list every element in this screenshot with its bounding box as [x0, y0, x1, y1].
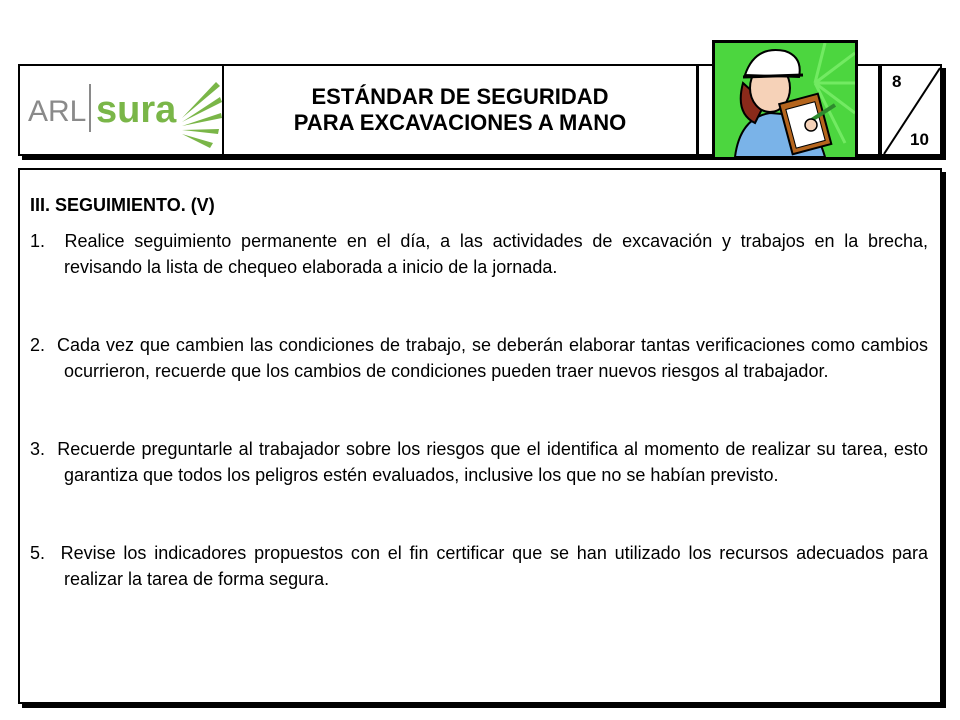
list-item-3	[30, 436, 928, 488]
logo-rays-icon	[182, 82, 222, 148]
arl-sura-logo	[20, 66, 224, 154]
item-number: 1.	[30, 231, 46, 251]
worker-with-clipboard-icon	[712, 40, 858, 160]
item-text: Realice seguimiento permanente en el día, a las actividades de excavación y trabajos en la brecha, revisando la lista de chequeo elaborada a inicio de la jornada.	[64, 231, 928, 277]
logo-sura-text: sura	[96, 89, 177, 131]
logo-panel	[18, 64, 226, 156]
page-current: 8	[892, 72, 902, 91]
page-total: 10	[910, 130, 929, 149]
item-number: 3.	[30, 439, 46, 459]
item-text: Cada vez que cambien las condiciones de trabajo, se deberán elaborar tantas verificaciones como cambios ocurrieron, recuerde que los cambios de condiciones pueden traer nuevos riesgos al trabajador.	[56, 335, 928, 381]
item-number: 2.	[30, 335, 46, 355]
logo-arl-text: ARL	[28, 95, 87, 128]
content-panel	[18, 168, 942, 704]
title-line-1: ESTÁNDAR DE SEGURIDAD	[311, 84, 609, 109]
title-line-2: PARA EXCAVACIONES A MANO	[293, 110, 627, 135]
list-item-5	[30, 540, 928, 592]
section-heading: III. SEGUIMIENTO. (V)	[30, 195, 215, 215]
list-item-1	[30, 228, 928, 280]
item-text: Revise los indicadores propuestos con el fin certificar que se han utilizado los recursos adecuados para realizar la tarea de forma segura.	[60, 543, 928, 589]
item-text: Recuerde preguntarle al trabajador sobre los riesgos que el identifica al momento de realizar su tarea, esto garantiza que todos los peligros estén evaluados, inclusive los que no se habían previsto.	[57, 439, 928, 485]
page-indicator	[880, 64, 942, 156]
item-number: 5.	[30, 543, 46, 563]
list-item-2	[30, 332, 928, 384]
title-panel	[222, 64, 698, 156]
